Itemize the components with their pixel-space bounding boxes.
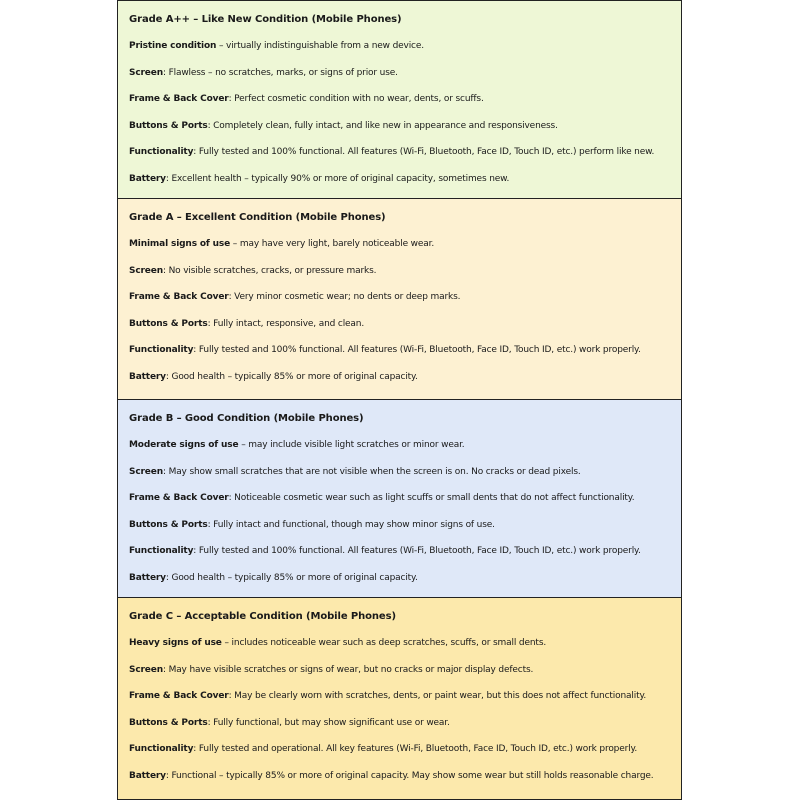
- row-text: May show small scratches that are not visible when the screen is on. No cracks or dead pixels.: [168, 466, 581, 477]
- battery-row: [129, 173, 671, 186]
- row-label: Screen: [129, 466, 163, 477]
- row-label: Buttons & Ports: [129, 717, 208, 728]
- grade-c-section: [117, 598, 682, 800]
- screen-row: [129, 265, 671, 278]
- screen-row: [129, 664, 671, 677]
- condition-row: [129, 439, 671, 452]
- row-label: Pristine condition: [129, 41, 217, 51]
- grade-a-section: [117, 199, 682, 400]
- row-text: Fully tested and operational. All key features (Wi-Fi, Bluetooth, Face ID, Touch ID, etc.) work properly.: [198, 744, 638, 754]
- row-separator: :: [228, 292, 235, 302]
- row-separator: :: [193, 744, 199, 754]
- frame-row: [129, 291, 671, 304]
- row-separator: :: [165, 572, 172, 583]
- row-separator: :: [193, 546, 199, 556]
- row-separator: :: [162, 664, 169, 675]
- row-text: May have visible scratches or signs of wear, but no cracks or major display defects.: [168, 664, 534, 675]
- row-separator: –: [221, 638, 232, 648]
- row-text: Fully intact, responsive, and clean.: [213, 318, 365, 329]
- row-text: Very minor cosmetic wear; no dents or deep marks.: [234, 292, 461, 302]
- buttons-row: [129, 717, 671, 730]
- row-text: Excellent health – typically 90% or more of original capacity, sometimes new.: [171, 173, 510, 184]
- row-separator: :: [162, 265, 169, 276]
- buttons-row: [129, 519, 671, 532]
- battery-row: [129, 770, 671, 783]
- row-separator: :: [193, 147, 199, 157]
- row-label: Screen: [129, 67, 163, 78]
- row-text: Noticeable cosmetic wear such as light scuffs or small dents that do not affect functionality.: [234, 493, 635, 503]
- row-text: includes noticeable wear such as deep scratches, scuffs, or small dents.: [231, 638, 547, 648]
- functionality-row: [129, 344, 671, 357]
- row-label: Functionality: [129, 546, 194, 556]
- row-separator: :: [207, 120, 214, 131]
- row-separator: :: [228, 691, 235, 701]
- frame-row: [129, 690, 671, 703]
- row-separator: –: [230, 239, 240, 249]
- grade-title: Grade A – Excellent Condition (Mobile Phones): [129, 212, 386, 223]
- row-label: Functionality: [129, 345, 194, 355]
- battery-row: [129, 371, 671, 384]
- row-separator: :: [165, 371, 172, 382]
- row-label: Functionality: [129, 744, 194, 754]
- screen-row: [129, 466, 671, 479]
- row-label: Functionality: [129, 147, 194, 157]
- row-text: May be clearly worn with scratches, dents, or paint wear, but this does not affect functionality.: [234, 691, 647, 701]
- grading-sheet: [117, 0, 682, 800]
- row-label: Frame & Back Cover: [129, 493, 229, 503]
- row-separator: –: [216, 41, 227, 51]
- row-label: Frame & Back Cover: [129, 292, 229, 302]
- row-separator: :: [193, 345, 199, 355]
- row-text: Fully intact and functional, though may show minor signs of use.: [213, 519, 495, 530]
- row-text: Perfect cosmetic condition with no wear, dents, or scuffs.: [234, 94, 484, 104]
- row-text: Good health – typically 85% or more of original capacity.: [171, 572, 418, 583]
- row-separator: :: [207, 519, 214, 530]
- condition-row: [129, 238, 671, 251]
- row-separator: :: [207, 717, 214, 728]
- functionality-row: [129, 743, 671, 756]
- row-separator: :: [165, 770, 172, 781]
- row-separator: :: [228, 94, 235, 104]
- grade-b-section: [117, 400, 682, 598]
- row-label: Battery: [129, 770, 166, 781]
- row-label: Buttons & Ports: [129, 519, 208, 530]
- grade-title: Grade A++ – Like New Condition (Mobile Phones): [129, 14, 402, 25]
- row-label: Moderate signs of use: [129, 440, 239, 450]
- buttons-row: [129, 120, 671, 133]
- row-label: Battery: [129, 173, 166, 184]
- row-text: virtually indistinguishable from a new device.: [226, 41, 424, 51]
- grade-title: Grade B – Good Condition (Mobile Phones): [129, 413, 364, 424]
- screen-row: [129, 67, 671, 80]
- grade-a-plus-plus-section: [117, 0, 682, 199]
- functionality-row: [129, 545, 671, 558]
- row-label: Buttons & Ports: [129, 120, 208, 131]
- row-separator: :: [162, 466, 169, 477]
- grade-title: Grade C – Acceptable Condition (Mobile Phones): [129, 611, 396, 622]
- row-text: Completely clean, fully intact, and like new in appearance and responsiveness.: [213, 120, 558, 131]
- row-text: may have very light, barely noticeable wear.: [239, 239, 435, 249]
- buttons-row: [129, 318, 671, 331]
- row-label: Heavy signs of use: [129, 638, 222, 648]
- functionality-row: [129, 146, 671, 159]
- row-label: Minimal signs of use: [129, 239, 231, 249]
- row-separator: :: [165, 173, 172, 184]
- battery-row: [129, 572, 671, 585]
- frame-row: [129, 93, 671, 106]
- condition-row: [129, 40, 671, 53]
- row-separator: :: [207, 318, 214, 329]
- row-text: Fully functional, but may show significant use or wear.: [213, 717, 450, 728]
- row-label: Battery: [129, 371, 166, 382]
- row-label: Buttons & Ports: [129, 318, 208, 329]
- row-text: No visible scratches, cracks, or pressure marks.: [168, 265, 377, 276]
- row-text: Fully tested and 100% functional. All features (Wi-Fi, Bluetooth, Face ID, Touch ID, etc.) work properly.: [198, 546, 641, 556]
- row-text: may include visible light scratches or minor wear.: [248, 440, 465, 450]
- row-label: Screen: [129, 265, 163, 276]
- frame-row: [129, 492, 671, 505]
- row-text: Good health – typically 85% or more of original capacity.: [171, 371, 418, 382]
- row-text: Fully tested and 100% functional. All features (Wi-Fi, Bluetooth, Face ID, Touch ID, etc.) perform like new.: [198, 147, 655, 157]
- row-label: Frame & Back Cover: [129, 691, 229, 701]
- row-text: Fully tested and 100% functional. All features (Wi-Fi, Bluetooth, Face ID, Touch ID, etc.) work properly.: [198, 345, 641, 355]
- row-separator: –: [238, 440, 249, 450]
- condition-row: [129, 637, 671, 650]
- row-text: Functional – typically 85% or more of original capacity. May show some wear but still holds reasonable charge.: [171, 770, 654, 781]
- row-separator: :: [228, 493, 235, 503]
- row-separator: :: [162, 67, 169, 78]
- row-label: Battery: [129, 572, 166, 583]
- row-label: Frame & Back Cover: [129, 94, 229, 104]
- row-label: Screen: [129, 664, 163, 675]
- row-text: Flawless – no scratches, marks, or signs of prior use.: [168, 67, 398, 78]
